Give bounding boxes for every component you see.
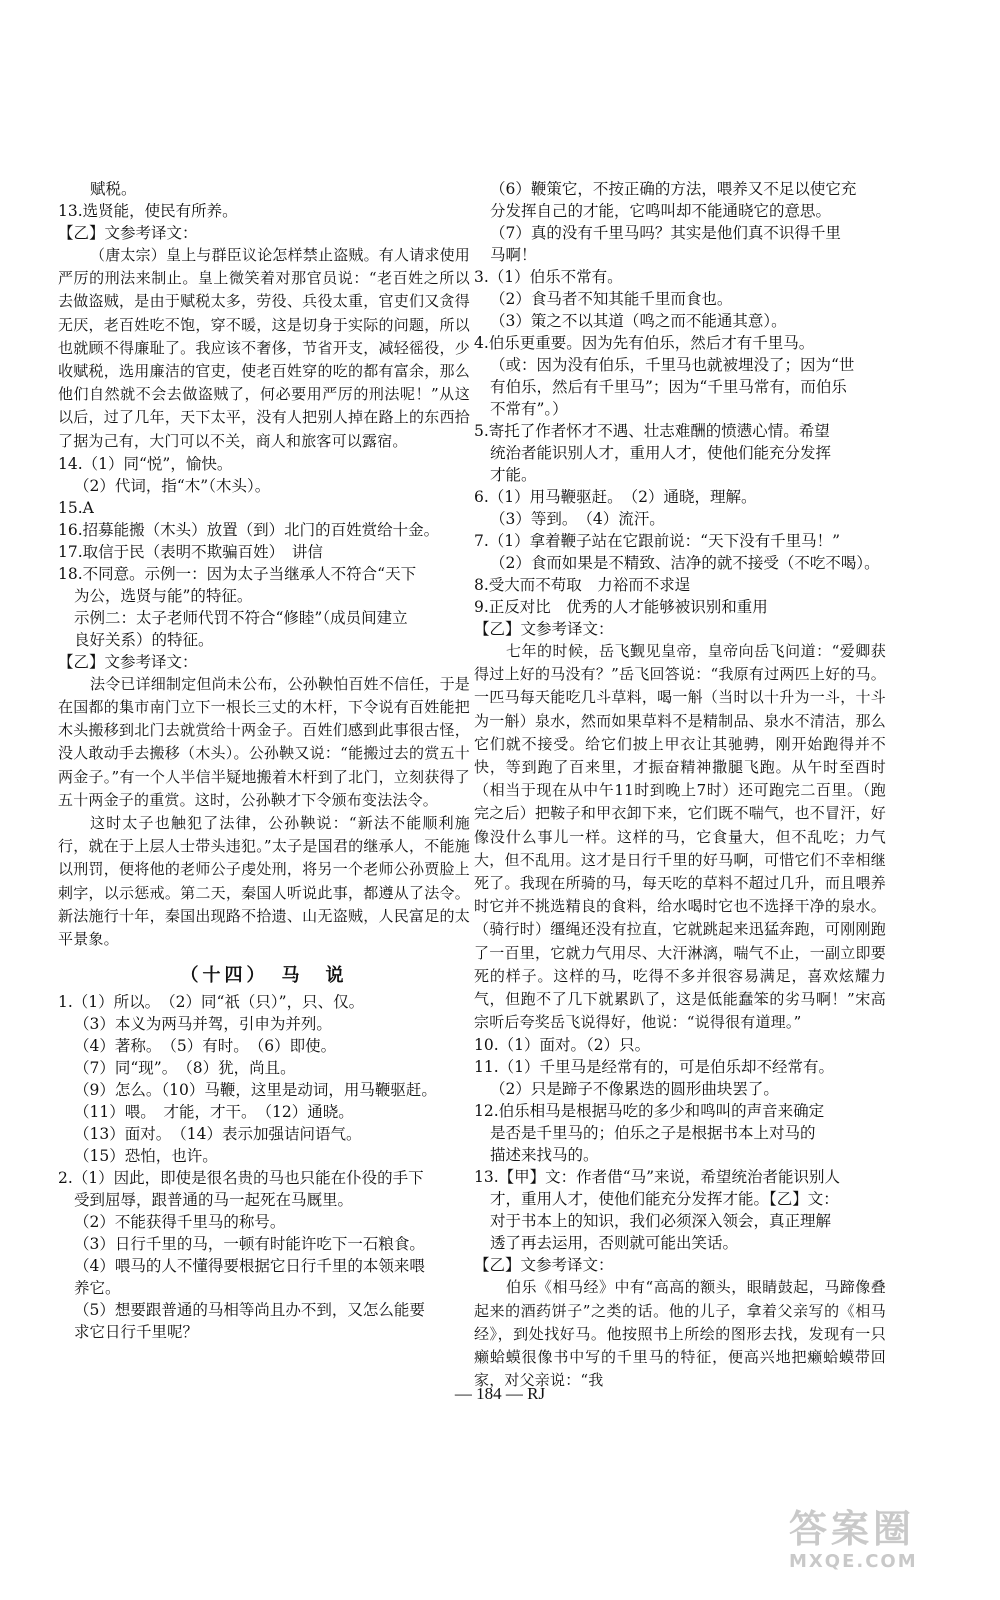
line: 有伯乐，然后有千里马”；因为“千里马常有，而伯乐 (490, 378, 847, 396)
line: 马啊！ (490, 246, 537, 264)
line: （5）想要跟普通的马相等尚且办不到，又怎么能要 (74, 1301, 425, 1320)
line: 16.招募能搬（木头）放置（到）北门的百姓赏给十金。 (58, 520, 440, 539)
section-label: 【乙】文参考译文： (58, 224, 198, 242)
line: （2）不能获得千里马的称号。 (74, 1213, 286, 1232)
line: （15）恐怕，也许。 (74, 1147, 218, 1166)
line: 2.（1）因此，即使是很名贵的马也只能在仆役的手下 (58, 1169, 424, 1188)
translation-paragraph: 这时太子也触犯了法律，公孙鞅说：“新法不能顺利施行，就在于上层人士带头违犯。”太子是国君的继承人，不能施以刑罚，便将他的老师公子虔处刑，将另一个老师公孙贾脸上刺字，以示惩戒。第二天，秦国人听说此事，都遵从了法令。新法施行十年，秦国出现路不拾遗、山无盗贼，人民富足的太平景象。 (58, 814, 470, 949)
edition-label: RJ (527, 1384, 546, 1403)
line: 6.（1）用马鞭驱赶。 （2）通晓，理解。 (474, 488, 757, 506)
line: （11）喂。 才能，才干。 （12）通晓。 (74, 1103, 354, 1122)
line: 4.伯乐更重要。因为先有伯乐，然后才有千里马。 (474, 334, 815, 352)
line: 12.伯乐相马是根据马吃的多少和鸣叫的声音来确定 (474, 1102, 825, 1121)
line: （3）本义为两马并驾，引申为并列。 (74, 1015, 332, 1034)
line: 受到屈辱，跟普通的马一起死在马厩里。 (74, 1191, 354, 1210)
line: 9.正反对比 优秀的人才能够被识别和重用 (474, 598, 768, 616)
line: 3.（1）伯乐不常有。 (474, 268, 623, 286)
line: 5.寄托了作者怀才不遇、壮志难酬的愤懑心情。希望 (474, 422, 830, 440)
line: （9）怎么。（10）马鞭，这里是动词，用马鞭驱赶。 (74, 1081, 437, 1100)
line: 求它日行千里呢？ (74, 1323, 199, 1342)
translation-paragraph: （唐太宗）皇上与群臣议论怎样禁止盗贼。有人请求使用严厉的刑法来制止。皇上微笑着对那官员说：“老百姓之所以去做盗贼，是由于赋税太多，劳役、兵役太重，官吏们又贪得无厌，老百姓吃不饱，穿不暖，这是切身于实际的问题，所以也就顾不得廉耻了。我应该不奢侈，节省开支，减轻徭役，少收赋税，选用廉洁的官吏，使老百姓穿的吃的都有富余，那么他们自然就不会去做盗贼了，何必要用严厉的刑法呢！”从这以后，过了几年，天下太平，没有人把别人掉在路上的东西拾了据为己有，大门可以不关，商人和旅客可以露宿。 (58, 246, 471, 450)
page-footer (0, 1384, 1000, 1404)
line: （13）面对。 （14）表示加强诘问语气。 (74, 1125, 362, 1144)
line: 不常有”。） (490, 400, 568, 418)
line: 才能。 (490, 466, 537, 484)
line: （2）食马者不知其能千里而食也。 (490, 290, 733, 308)
line: 13.【甲】文：作者借“马”来说，希望统治者能识别人 (474, 1168, 840, 1187)
line: 18.不同意。示例一：因为太子当继承人不符合“天下 (58, 564, 417, 583)
line: （7）同“现”。 （8）犹，尚且。 (74, 1059, 296, 1078)
line: （3）等到。 （4）流汗。 (490, 510, 665, 528)
line: （3）策之不以其道（鸣之而不能通其意）。 (490, 312, 787, 330)
line: （6）鞭策它，不按正确的方法，喂养又不足以使它充 (490, 180, 857, 198)
line: （3）日行千里的马，一顿有时能许吃下一石粮食。 (74, 1235, 425, 1254)
line: 为公，选贤与能”的特征。 (74, 586, 253, 605)
translation-paragraph: 法令已详细制定但尚未公布，公孙鞅怕百姓不信任，于是在国都的集市南门立下一根长三丈的木杆，下令说有百姓能把木头搬移到北门去就赏给十两金子。百姓们感到此事很古怪，没人敢动手去搬移（木头）。公孙鞅又说：“能搬过去的赏五十两金子。”有一个人半信半疑地搬着木杆到了北门，立刻获得了五十两金子的重赏。这时，公孙鞅才下令颁布变法法令。 (58, 674, 471, 809)
line: 10.（1）面对。（2）只。 (474, 1036, 651, 1055)
line: 7.（1）拿着鞭子站在它跟前说：“天下没有千里马！” (474, 532, 840, 550)
watermark-logo-bottom: MXQE.COM (789, 1551, 918, 1572)
line: 养它。 (74, 1279, 121, 1298)
line: 是否是千里马的；伯乐之子是根据书本上对马的 (490, 1124, 816, 1143)
line: （或：因为没有伯乐，千里马也就被埋没了；因为“世 (490, 356, 855, 374)
section-label: 【乙】文参考译文： (58, 652, 198, 671)
line: 示例二：太子老师代罚不符合“修睦”（成员间建立 (74, 608, 408, 627)
line: 17.取信于民（表明不欺骗百姓） 讲信 (58, 542, 323, 561)
page-number: — 184 — (454, 1384, 523, 1403)
line: 15.A (58, 498, 94, 517)
line: 透了再去运用，否则就可能出笑话。 (490, 1234, 739, 1253)
line: 11.（1）千里马是经常有的，可是伯乐却不经常有。 (474, 1058, 835, 1077)
translation-paragraph: 七年的时候，岳飞觐见皇帝，皇帝向岳飞问道：“爱卿获得过上好的马没有？”岳飞回答说：“我原有过两匹上好的马。一匹马每天能吃几斗草料，喝一斛（当时以十升为一斗，十斗为一斛）泉水，然而如果草料不是精制品、泉水不清洁，那么它们就不接受。给它们披上甲衣让其驰骋，刚开始跑得并不快，等到跑了百来里，才振奋精神撒腿飞跑。从午时至酉时（相当于现在从中午11时到晚上7时）还可跑完二百里。（跑完之后）把鞍子和甲衣卸下来，它们既不喘气，也不冒汗，好像没什么事儿一样。这样的马，它食量大，但不乱吃；力气大，但不乱用。这才是日行千里的好马啊，可惜它们不幸相继死了。我现在所骑的马，每天吃的草料不超过几升，而且喂养时它并不挑选精良的食料，给水喝时它也不选择干净的泉水。（骑行时）缰绳还没有拉直，它就跳起来迅猛奔跑，可刚刚跑了一百里，它就力气用尽、大汗淋漓，喘气不止，一副立即要死的样子。这样的马，吃得不多并很容易满足，喜欢炫耀力气，但跑不了几下就累趴了，这是低能蠢笨的劣马啊！”宋高宗听后夸奖岳飞说得好，他说：“说得很有道理。” (474, 642, 886, 1032)
line: （7）真的没有千里马吗？其实是他们真不识得千里 (490, 224, 841, 242)
line: 描述来找马的。 (490, 1146, 599, 1165)
line: 14.（1）同“悦”，愉快。 (58, 454, 233, 473)
left-column (58, 178, 470, 1343)
line: 才，重用人才，使他们能充分发挥才能。【乙】文： (490, 1190, 839, 1209)
line: （2）代词，指“木”（木头）。 (74, 476, 271, 495)
section-label: 【乙】文参考译文： (474, 1256, 614, 1275)
line: 良好关系）的特征。 (74, 630, 214, 649)
line: 对于书本上的知识，我们必须深入领会，真正理解 (490, 1212, 832, 1231)
watermark-logo-top: 答案圈 (789, 1507, 916, 1551)
line: （2）只是蹄子不像累迭的圆形曲块罢了。 (490, 1080, 779, 1099)
line: 13.选贤能，使民有所养。 (58, 202, 238, 220)
watermark-logo (789, 1507, 974, 1582)
line: （4）著称。 （5）有时。 （6）即使。 (74, 1037, 337, 1056)
line: 1.（1）所以。 （2）同“祇（只）”，只、仅。 (58, 993, 365, 1012)
line: 统治者能识别人才，重用人才，使他们能充分发挥 (490, 444, 832, 462)
line: 8.受大而不苟取 力裕而不求逞 (474, 576, 691, 594)
line: 分发挥自己的才能，它鸣叫却不能通晓它的意思。 (490, 202, 832, 220)
line: （2）食而如果是不精致、洁净的就不接受（不吃不喝）。 (490, 554, 880, 572)
right-column (474, 178, 886, 1392)
section-label: 【乙】文参考译文： (474, 620, 614, 638)
line: （4）喂马的人不懂得要根据它日行千里的本领来喂 (74, 1257, 425, 1276)
line: 赋税。 (90, 180, 137, 198)
section-heading: （十四） 马 说 (180, 965, 348, 987)
translation-paragraph: 伯乐《相马经》中有“高高的额头，眼睛鼓起，马蹄像叠起来的酒药饼子”之类的话。他的儿子，拿着父亲写的《相马经》，到处找好马。他按照书上所绘的图形去找，发现有一只癞蛤蟆很像书中写的千里马的特征，便高兴地把癞蛤蟆带回家，对父亲说：“我 (474, 1278, 886, 1390)
